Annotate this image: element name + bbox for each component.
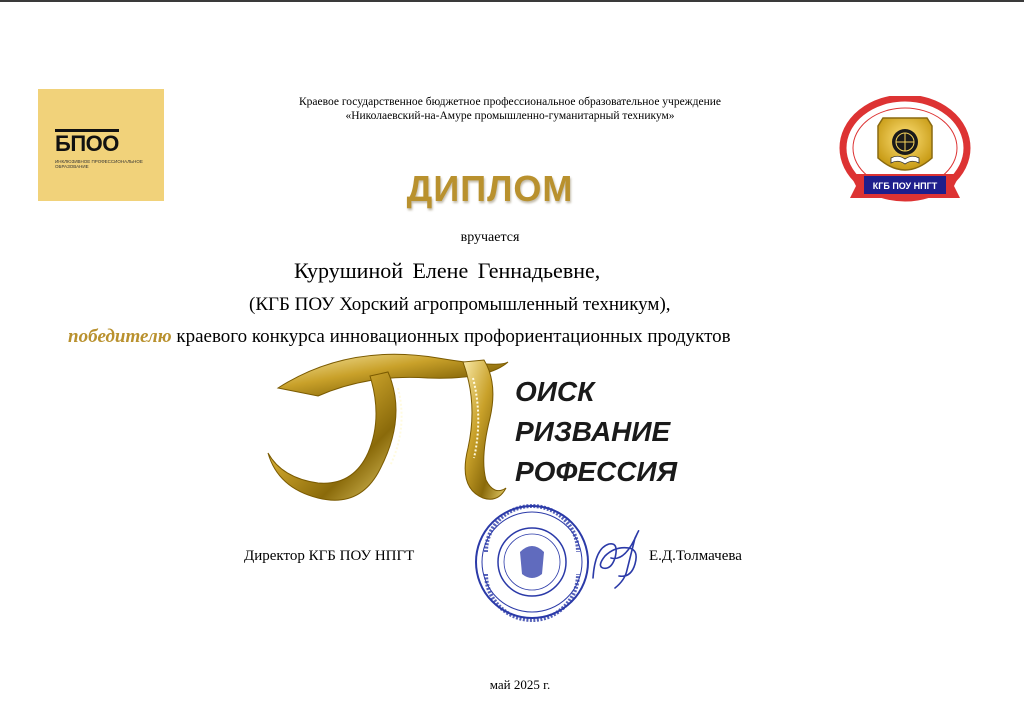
director-name: Е.Д.Толмачева	[649, 548, 742, 564]
winner-statement	[68, 326, 968, 348]
issue-date: май 2025 г.	[489, 677, 551, 692]
recipient-name: Курушиной Елене Геннадьевне,	[294, 258, 601, 283]
contest-words	[515, 372, 677, 492]
top-border	[0, 0, 1024, 2]
director-label: Директор КГБ ПОУ НПГТ	[244, 548, 415, 564]
winner-rest: краевого конкурса инновационных профориентационных продуктов	[171, 326, 731, 347]
contest-word-poisk: ОИСК	[515, 376, 595, 407]
college-emblem-icon	[836, 96, 974, 206]
recipient-organization: (КГБ ПОУ Хорский агропромышленный техникум),	[249, 294, 671, 315]
signature-row	[244, 548, 804, 578]
header-line-1: Краевое государственное бюджетное профессиональное образовательное учреждение	[298, 96, 721, 108]
awarded-text: вручается	[460, 230, 520, 245]
diploma-title: ДИПЛОМ	[406, 168, 574, 209]
header-line-2: «Николаевский-на-Амуре промышленно-гуманитарный техникум»	[345, 110, 675, 122]
bpoo-logo-mark: БПОО	[55, 131, 119, 156]
winner-emphasis: победителю	[68, 326, 172, 347]
bpoo-logo-subtitle: ИНКЛЮЗИВНОЕ ПРОФЕССИОНАЛЬНОЕ ОБРАЗОВАНИЕ	[55, 159, 143, 169]
institution-header	[200, 95, 820, 123]
bpoo-logo	[38, 89, 164, 201]
contest-word-professiya: РОФЕССИЯ	[515, 456, 677, 487]
contest-word-prizvanie: РИЗВАНИЕ	[515, 416, 671, 447]
emblem-ribbon-text: КГБ ПОУ НПГТ	[872, 181, 938, 191]
